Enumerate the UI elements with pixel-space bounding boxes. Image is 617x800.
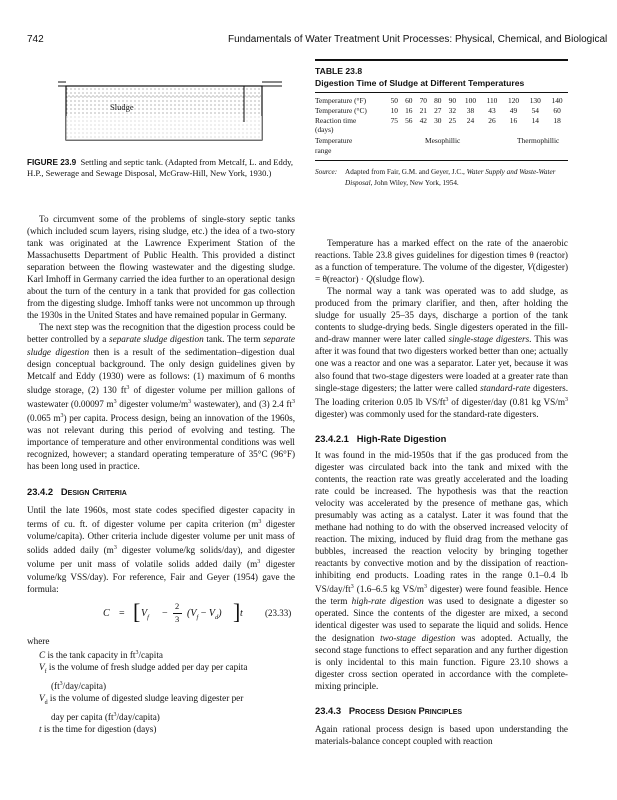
table-cell: 49 bbox=[509, 105, 518, 115]
equation-number: (23.33) bbox=[265, 607, 292, 618]
right-paragraph-3: It was found in the mid-1950s that if the gas produced from the digester was circulated back into the tank and mixed with the contents, the reaction rate was greatly accelerated and the loading rate could be increased. The hypothesis was that the reaction velocity was accelerated by the presence of methane gas, which presumably was acting as a catalyst. Later it was found that the methane had nothing to do with the observed increased velocity of reaction. The mixing, induced by fluid drag from the methane gas bubbles, increased the reaction velocity by bringing together reactants by convective motion and by the dissipation of reaction-inhibiting end products. Loading rates in the range 0.1–0.4 lb $VS/day/ft^3$ (1.6–6.5 kg $VS/m^3$ digester) were found feasible. Hence the term high-rate digestion was used to designate a digester so operated. Since the contents of the digester are mixed, a second identical digester was used to separate the liquid and solids. Hence the designation two-stage digestion was adopted. Actually, the second stage functions to effect separation and any further digestion is only incidental to this main function. Figure 23.10 shows a digester cross section operated in accordance with the complete-mixing principle. bbox=[315, 449, 568, 691]
table-cell: 24 bbox=[466, 115, 475, 125]
table-body bbox=[315, 96, 568, 127]
eq-num-2: 2 bbox=[175, 600, 180, 611]
mesophillic-label: Mesophillic bbox=[425, 136, 461, 146]
table-cell: 21 bbox=[419, 105, 427, 115]
section-heading-23-4-2: 23.4.2 Design Criteria bbox=[27, 486, 127, 498]
table-row bbox=[315, 96, 568, 106]
left-paragraph-2: The next step was the recognition that the digestion process could be better controlled by a separate sludge digestion tank. The term separate sludge digestion then is a result of the sedimentation–digestion dual design conceptual background. The only design guidelines given by Metcalf and Eddy (1930) were as follows: (1) maximum of 6 months sludge storage, (2) 130 $ft^3$ of digester volume per million gallons of wastewater (0.00097 $m^3$ digester volume/$m^3$ wastewater), and (3) 2.4 $ft^3$ (0.065 $m^3$) per capita. Process design, being an innovation of the 1960s, was not relevant during this period of evolving and testing. The importance of temperature and other environmental conditions was well recognized, however; a standard operating temperature of 35°C (96°F) has been long used in practice. bbox=[27, 322, 296, 472]
thermophillic-label: Thermophillic bbox=[517, 136, 560, 146]
page-number: 742 bbox=[27, 34, 44, 45]
def-Vf-2: $(ft^3/day/capita)$ bbox=[51, 680, 107, 691]
table-cell: 140 bbox=[551, 95, 563, 105]
range-label-2: range bbox=[315, 146, 332, 156]
table-cell: 120 bbox=[507, 95, 520, 105]
sludge-label: Sludge bbox=[110, 102, 134, 112]
right-column bbox=[315, 237, 568, 747]
table-cell: 80 bbox=[434, 95, 442, 105]
section-heading-23-4-3: 23.4.3 Process Design Principles bbox=[315, 704, 463, 716]
range-label: Temperature bbox=[315, 136, 353, 146]
def-Vd: $V_d$ is the volume of digested sludge leaving digester per bbox=[39, 692, 244, 706]
temperature-range-row bbox=[315, 136, 568, 158]
section-heading-23-4-2-1: 23.4.2.1 High-Rate Digestion bbox=[315, 432, 447, 444]
eq-equals: = bbox=[119, 607, 125, 619]
right-paragraph-4: Again rational process design is based upon understanding the materials-balance concept coupled with reaction bbox=[315, 723, 568, 746]
table-cell: 130 bbox=[529, 95, 541, 105]
left-paragraph-1: To circumvent some of the problems of single-story septic tanks (which included scum layers, rising sludge, etc.) the idea of a two-story tank was originated at the Lawrence Experiment Station of the Massachusetts Department of Public Health. This provided a distinct separation between the flowing wastewater and the digesting sludge. Karl Imhoff in Germany carried the idea further to an operational design about the turn of the century in a tank that provided for gas collection from the digesting sludge. Imhoff tanks were not uncommon up through the 1930s in the United States and have remained popular in Germany. bbox=[27, 214, 295, 321]
table-days: (days) bbox=[315, 125, 334, 135]
table-row-label: Temperature (°C) bbox=[315, 105, 367, 115]
table-cell: 30 bbox=[434, 115, 442, 125]
left-column bbox=[27, 213, 295, 735]
table-row bbox=[315, 106, 568, 116]
table-cell: 42 bbox=[419, 115, 427, 125]
table-cell: 14 bbox=[531, 115, 539, 125]
eq-den-3: 3 bbox=[175, 613, 180, 624]
table-source: Source: Adapted from Fair, G.M. and Geyer, J.C., Water Supply and Waste-Water Disposal, John Wiley, New York, 1954. bbox=[315, 168, 556, 187]
right-paragraph-2: The normal way a tank was operated was to add sludge, as produced from the primary clarifier, and then, after holding the sludge for usually 25–35 days, discharge a portion of the tank contents to sludge-drying beds. Single digesters operated in the fill-and-draw manner were later called single-stage digesters. This was after it was found that two digesters worked better than one; actually one was a reactor and one was a separator. Later yet, because it was also found that two-stage digesters were loaded at a greater rate than single-stage digesters; the latter were called standard-rate digesters. The loading criterion 0.05 lb $VS/ft^3$ of digester/day (0.81 kg $VS/m^3$ digester) was commonly used for the standard-rate digesters. bbox=[315, 286, 569, 419]
table-23-8 bbox=[315, 59, 568, 188]
left-paragraph-3: Until the late 1960s, most state codes specified digester capacity in terms of cu. ft. of digester volume per capita criterion ($m^3$ digester volume/capita). Other criteria include digester volume per unit mass of solids added daily ($m^3$ digester volume/kg solids/day), and digester volume per unit mass of volatile solids added daily ($m^3$ digester volume/kg VSS/day). For reference, Fair and Geyer (1954) gave the formula: bbox=[27, 505, 295, 594]
table-cell: 16 bbox=[405, 105, 413, 115]
table-cell: 56 bbox=[405, 115, 413, 125]
table-cell: 16 bbox=[509, 115, 518, 125]
sludge-layer bbox=[66, 116, 262, 140]
def-C: C is the tank capacity in $ft^3$/capita bbox=[39, 649, 163, 660]
table-cell: 54 bbox=[531, 105, 539, 115]
table-cell: 43 bbox=[488, 105, 496, 115]
def-Vd-2: day per capita $(ft^3/day/capita)$ bbox=[51, 711, 160, 722]
table-cell: 60 bbox=[405, 95, 413, 105]
eq-paren: $(V_f - V_d)$ bbox=[187, 607, 222, 621]
table-cell: 32 bbox=[448, 105, 457, 115]
table-cell: 26 bbox=[488, 115, 496, 125]
table-title: Digestion Time of Sludge at Different Temperatures bbox=[315, 77, 525, 88]
source-label: Source: bbox=[315, 168, 338, 177]
table-cell: 60 bbox=[553, 105, 561, 115]
table-label: TABLE 23.8 bbox=[315, 65, 363, 76]
table-cell: 27 bbox=[434, 105, 442, 115]
eq-minus: − bbox=[162, 607, 168, 619]
table-cell: 90 bbox=[448, 95, 457, 105]
table-cell: 100 bbox=[464, 95, 477, 105]
table-row-label: Temperature (°F) bbox=[315, 95, 367, 105]
where-label: where bbox=[27, 635, 50, 646]
figure-caption: FIGURE 23.9 Settling and septic tank. (Adapted from Metcalf, L. and Eddy, H.P., Sewerage and Sewage Disposal, McGraw-Hill, New York, 1930.) bbox=[27, 157, 294, 179]
table-cell: 10 bbox=[390, 105, 398, 115]
def-Vf: $V_f$ is the volume of fresh sludge added per day per capita bbox=[39, 661, 248, 675]
def-t: t is the time for digestion (days) bbox=[39, 723, 157, 734]
variable-definitions bbox=[27, 635, 295, 735]
table-cell: 18 bbox=[553, 115, 561, 125]
table-cell: 75 bbox=[390, 115, 398, 125]
table-cell: 70 bbox=[419, 95, 427, 105]
eq-Vf: $V_f$ bbox=[141, 607, 149, 621]
eq-C: C bbox=[103, 607, 110, 619]
table-cell: 25 bbox=[448, 115, 457, 125]
equation-23-33: C = [ $V_f$ − 2 3 $(V_f - V_d)$ ] t (23.33) bbox=[103, 598, 292, 624]
figure-septic-tank bbox=[58, 72, 298, 152]
table-row-label: Reaction time bbox=[315, 115, 357, 125]
running-title: Fundamentals of Water Treatment Unit Processes: Physical, Chemical, and Biological bbox=[228, 34, 608, 45]
right-paragraph-1: Temperature has a marked effect on the rate of the anaerobic reactions. Table 23.8 gives guidelines for digestion times θ (reactor) as a function of temperature. The volume of the digester, V(digester) = θ(reactor) · Q(sludge flow). bbox=[315, 238, 568, 285]
table-cell: 38 bbox=[466, 105, 475, 115]
table-cell: 50 bbox=[390, 95, 398, 105]
table-cell: 110 bbox=[486, 95, 498, 105]
eq-t: t bbox=[240, 607, 243, 619]
